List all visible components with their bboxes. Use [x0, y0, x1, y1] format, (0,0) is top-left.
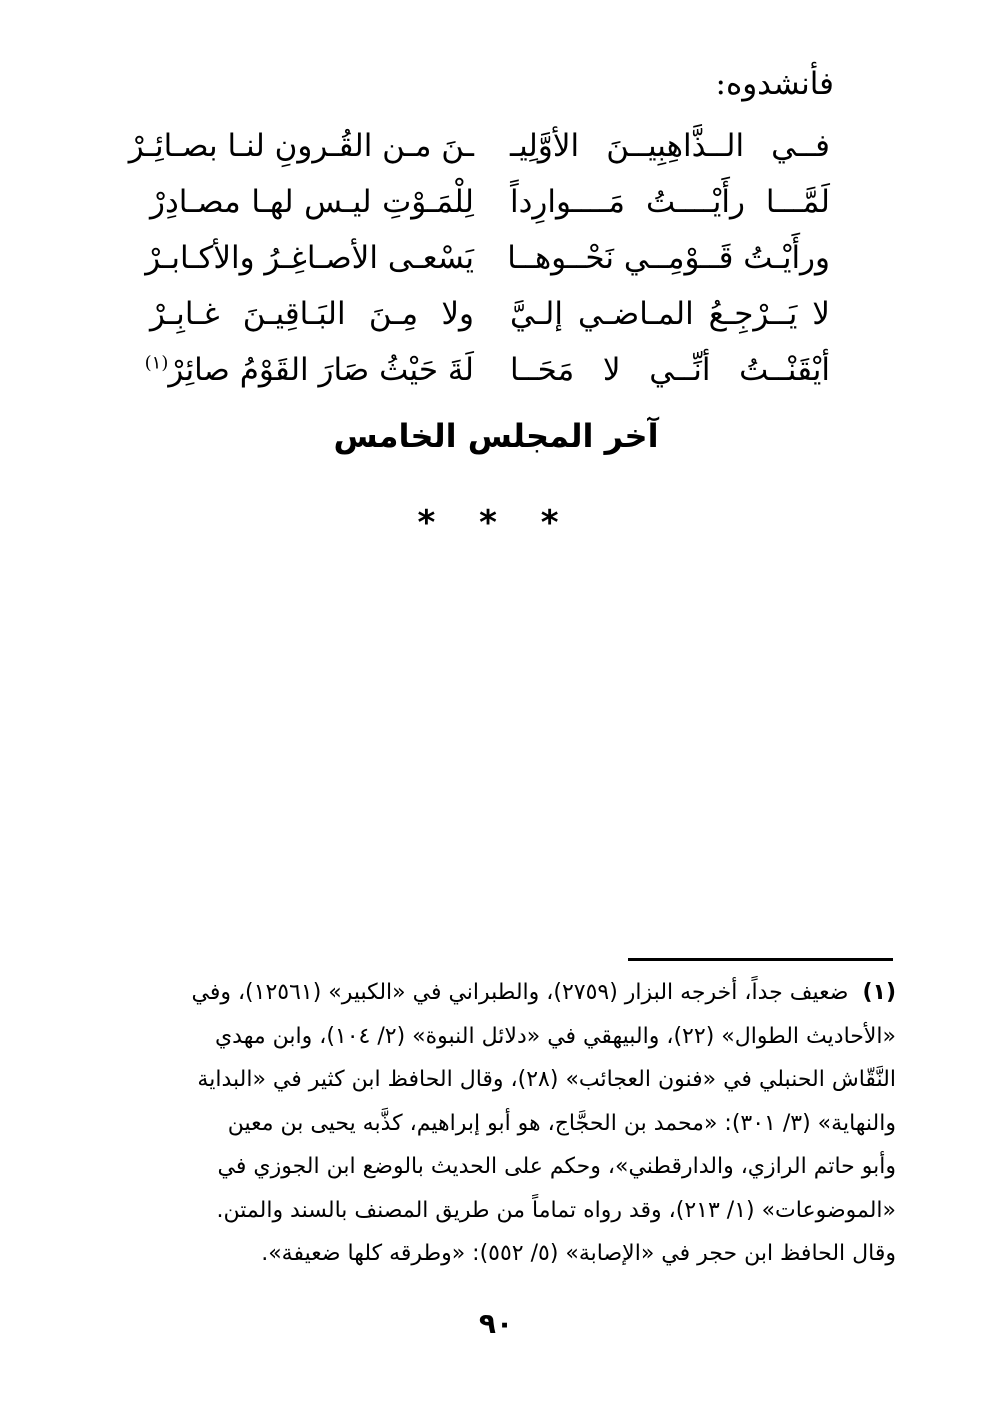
- verse-second-hemistich: [144, 342, 474, 398]
- footnote-divider: [628, 958, 893, 961]
- footnote-line: [84, 971, 896, 1015]
- poem-verse: [128, 118, 842, 174]
- verse-second-hemistich: يَسْعـى الأصـاغِـرُ والأكـابـرْ: [145, 240, 474, 276]
- verse-first-hemistich: أيْقَنْــتُ أنِّــي لا مَحَــا: [510, 352, 830, 388]
- section-separator: * * *: [417, 503, 575, 543]
- footnote-reference[interactable]: (١): [144, 352, 169, 374]
- footnote-line: النَّقّاش الحنبلي في «فنون العجائب» (٢٨)، وقال الحافظ ابن كثير في «البداية: [197, 1067, 896, 1092]
- footnote-line: والنهاية» (٣/ ٣٠١): «محمد بن الحجَّاج، هو أبو إبراهيم، كذَّبه يحيى بن معين: [227, 1110, 896, 1136]
- poem-verse: [150, 174, 842, 230]
- poem-verse: [145, 230, 842, 286]
- section-end-heading: آخر المجلس الخامس: [333, 417, 659, 455]
- page-number: ٩٠: [478, 1307, 514, 1340]
- footnote-line: «الأحاديث الطوال» (٢٢)، والبيهقي في «دلائل النبوة» (٢/ ١٠٤)، وابن مهدي: [214, 1023, 896, 1049]
- verse-second-hemistich-text: لَةَ حَيْثُ صَارَ القَوْمُ صائِرْ: [168, 352, 474, 388]
- poem-verse: [144, 342, 842, 398]
- verse-first-hemistich: لَمَّـــا رأَيْــــتُ مَــــوارِداً: [510, 184, 830, 220]
- footnote-line: وقال الحافظ ابن حجر في «الإصابة» (٥/ ٥٥٢): «وطرقه كلها ضعيفة».: [261, 1241, 896, 1266]
- footnote-marker: (١): [862, 980, 896, 1005]
- verse-first-hemistich: ورأَيْـتُ قَــوْمِــي نَحْــوهــا: [507, 240, 830, 276]
- footnote: [84, 971, 896, 1271]
- poem: [128, 118, 842, 398]
- footnote-line: «الموضوعات» (١/ ٢١٣)، وقد رواه تماماً من طريق المصنف بالسند والمتن.: [216, 1197, 896, 1223]
- verse-second-hemistich: لِلْمَـوْتِ ليـس لهـا مصـادِرْ: [150, 184, 474, 220]
- footnote-line-text: ضعيف جداً، أخرجه البزار (٢٧٥٩)، والطبراني في «الكبير» (١٢٥٦١)، وفي: [191, 980, 849, 1005]
- verse-second-hemistich: ولا مِـنَ البَـاقِيـنَ غـابِـرْ: [150, 296, 474, 332]
- footnote-line: وأبو حاتم الرازي، والدارقطني»، وحكم على الحديث بالوضع ابن الجوزي في: [217, 1154, 896, 1179]
- verse-first-hemistich: فــي الــذَّاهِبِيــنَ الأوَّلِيـ: [510, 128, 830, 164]
- verse-second-hemistich: ـنَ مـن القُـرونِ لنـا بصـائِـرْ: [128, 128, 474, 164]
- verse-first-hemistich: لا يَــرْجِـعُ المـاضـي إلـيَّ: [510, 296, 830, 332]
- poem-intro: فأنشدوه:: [715, 66, 834, 102]
- poem-verse: [150, 286, 842, 342]
